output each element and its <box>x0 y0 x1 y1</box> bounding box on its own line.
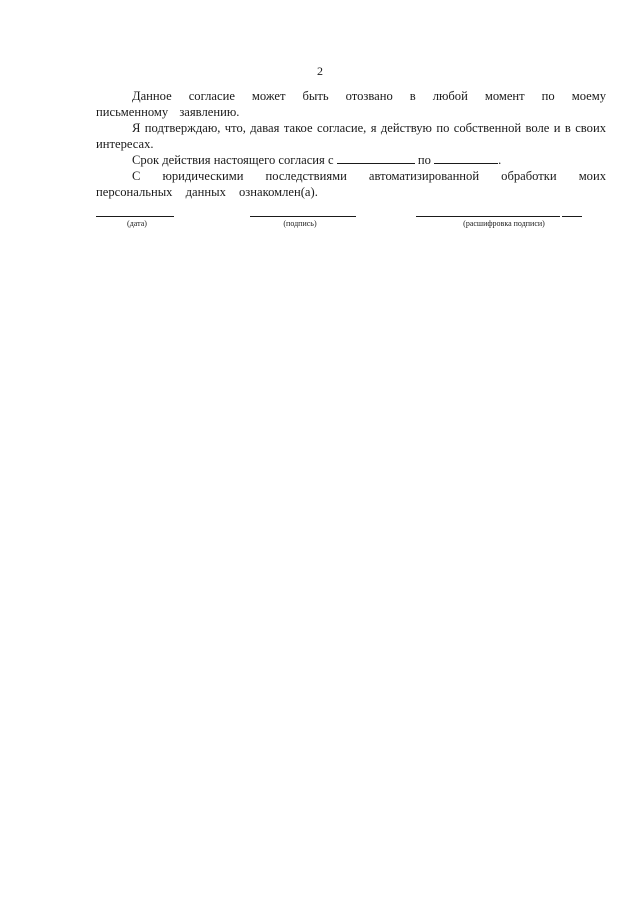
validity-period-end: . <box>498 153 502 167</box>
decoding-line <box>416 216 560 217</box>
date-caption: (дата) <box>127 219 147 228</box>
signature-caption: (подпись) <box>283 219 317 228</box>
validity-start-blank <box>337 152 415 164</box>
decoding-line-tail <box>562 216 582 217</box>
decoding-caption: (расшифровка подписи) <box>463 219 545 228</box>
date-line <box>96 216 174 217</box>
validity-to-label: по <box>417 153 431 167</box>
signature-line <box>250 216 356 217</box>
paragraph-validity-period <box>96 152 606 168</box>
paragraph-revocation: Данное согласие может быть отозвано в любой момент по моему письменному заявлению. <box>96 89 606 119</box>
page-number: 2 <box>317 64 323 78</box>
validity-from-label: Срок действия настоящего согласия с <box>132 153 334 167</box>
validity-end-blank <box>434 152 498 164</box>
consent-text <box>96 88 606 200</box>
paragraph-free-will: Я подтверждаю, что, давая такое согласие, я действую по собственной воле и в своих интересах. <box>96 121 606 151</box>
paragraph-legal-consequences: С юридическими последствиями автоматизированной обработки моих персональных данных ознакомлен(а). <box>96 169 606 199</box>
